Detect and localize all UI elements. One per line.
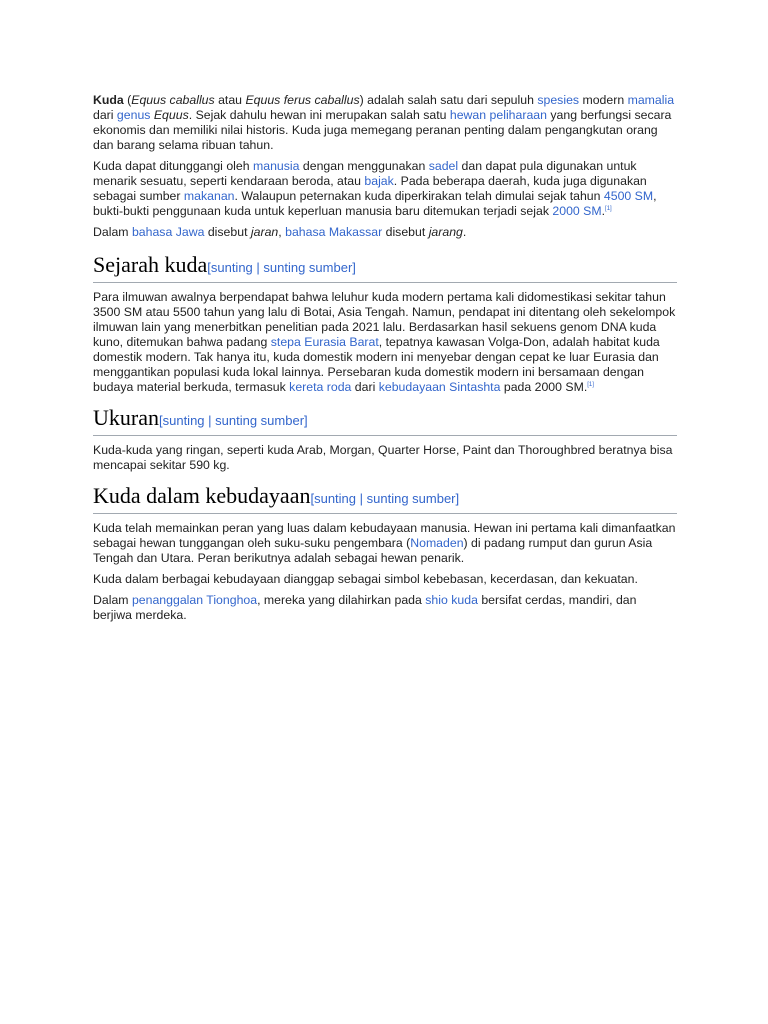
kebudayaan-paragraph-3: Dalam penanggalan Tionghoa, mereka yang dilahirkan pada shio kuda bersifat cerdas, mandiri, dan berjiwa merdeka. [93,593,637,622]
link-shio-kuda[interactable]: shio kuda [425,593,478,607]
link-bahasa-makassar[interactable]: bahasa Makassar [285,225,383,239]
edit-source-link[interactable]: sunting sumber [215,413,305,428]
section-edit-links: [sunting | sunting sumber] [310,491,460,506]
section-heading-ukuran: Ukuran[sunting | sunting sumber] [93,405,677,436]
link-spesies[interactable]: spesies [537,93,580,107]
section-edit-links: [sunting | sunting sumber] [207,260,356,275]
intro-paragraph-1: Kuda (Equus caballus atau Equus ferus caballus) adalah salah satu dari sepuluh spesies modern mamalia dari genus Equus. Sejak dahulu hewan ini merupakan salah satu hewan peliharaan yang berfungsi secara ekonomis dan memiliki nilai historis. Kuda juga memegang peranan penting dalam pengangkutan orang dan barang selama ribuan tahun. [93,93,675,152]
kebudayaan-paragraph-2: Kuda dalam berbagai kebudayaan dianggap sebagai simbol kebebasan, kecerdasan, dan kekuatan. [93,572,638,586]
link-manusia[interactable]: manusia [253,159,300,173]
section-edit-links: [sunting | sunting sumber] [158,413,308,428]
link-mamalia[interactable]: mamalia [627,93,675,107]
link-sadel[interactable]: sadel [428,159,459,173]
sejarah-paragraph: Para ilmuwan awalnya berpendapat bahwa leluhur kuda modern pertama kali didomestikasi sekitar tahun 3500 SM atau 5500 tahun yang lalu di Botai, Asia Tengah. Namun, pendapat ini ditentang oleh sekelompok ilmuwan lain yang menerbitkan penelitian pada 2021 lalu. Berdasarkan hasil sekuens genom DNA kuda kuno, ditemukan bahwa padang stepa Eurasia Barat, tepatnya kawasan Volga-Don, adalah habitat kuda domestik modern. Tak hanya itu, kuda domestik modern ini menyebar dengan cepat ke luar Eurasia dan menggantikan populasi kuda lokal lainnya. Persebaran kuda domestik modern ini bersamaan dengan budaya material berkuda, termasuk kereta roda dari kebudayaan Sintashta pada 2000 SM.[1] [93,290,676,394]
link-kereta-roda[interactable]: kereta roda [289,380,352,394]
link-bajak[interactable]: bajak [364,174,394,188]
section-heading-sejarah: Sejarah kuda[sunting | sunting sumber] [93,252,677,283]
edit-link[interactable]: sunting [162,413,205,428]
link-genus[interactable]: genus [116,108,151,122]
edit-link[interactable]: sunting [210,260,253,275]
intro-paragraph-2: Kuda dapat ditunggangi oleh manusia dengan menggunakan sadel dan dapat pula digunakan untuk menarik sesuatu, seperti kendaraan beroda, atau bajak. Pada beberapa daerah, kuda juga digunakan sebagai sumber makanan. Walaupun peternakan kuda diperkirakan telah dimulai sejak tahun 4500 SM, bukti-bukti penggunaan kuda untuk keperluan manusia baru ditemukan terjadi sejak 2000 SM.[1] [93,159,657,218]
link-makanan[interactable]: makanan [183,189,235,203]
kebudayaan-paragraph-1: Kuda telah memainkan peran yang luas dalam kebudayaan manusia. Hewan ini pertama kali dimanfaatkan sebagai hewan tunggangan oleh suku-suku pengembara (Nomaden) di padang rumput dan gurun Asia Tengah dan Utara. Peran berikutnya adalah sebagai hewan penarik. [93,521,676,565]
link-nomaden[interactable]: Nomaden [410,536,464,550]
link-kebudayaan-sintashta[interactable]: kebudayaan Sintashta [378,380,501,394]
link-stepa-eurasia-barat[interactable]: stepa Eurasia Barat [270,335,379,349]
edit-source-link[interactable]: sunting sumber [263,260,353,275]
ukuran-paragraph: Kuda-kuda yang ringan, seperti kuda Arab, Morgan, Quarter Horse, Paint dan Thoroughbred beratnya bisa mencapai sekitar 590 kg. [93,443,673,472]
section-heading-kebudayaan: Kuda dalam kebudayaan[sunting | sunting sumber] [93,483,677,514]
link-4500-sm[interactable]: 4500 SM [603,189,654,203]
edit-link[interactable]: sunting [314,491,357,506]
edit-source-link[interactable]: sunting sumber [366,491,456,506]
link-bahasa-jawa[interactable]: bahasa Jawa [131,225,205,239]
link-2000-sm[interactable]: 2000 SM [552,204,602,218]
article-subject: Kuda [93,93,124,107]
article-body [93,93,677,629]
intro-paragraph-3: Dalam bahasa Jawa disebut jaran, bahasa Makassar disebut jarang. [93,225,467,239]
reference-marker[interactable]: [1] [587,381,594,388]
reference-marker[interactable]: [1] [605,205,612,212]
link-hewan-peliharaan[interactable]: hewan peliharaan [449,108,547,122]
link-penanggalan-tionghoa[interactable]: penanggalan Tionghoa [131,593,258,607]
